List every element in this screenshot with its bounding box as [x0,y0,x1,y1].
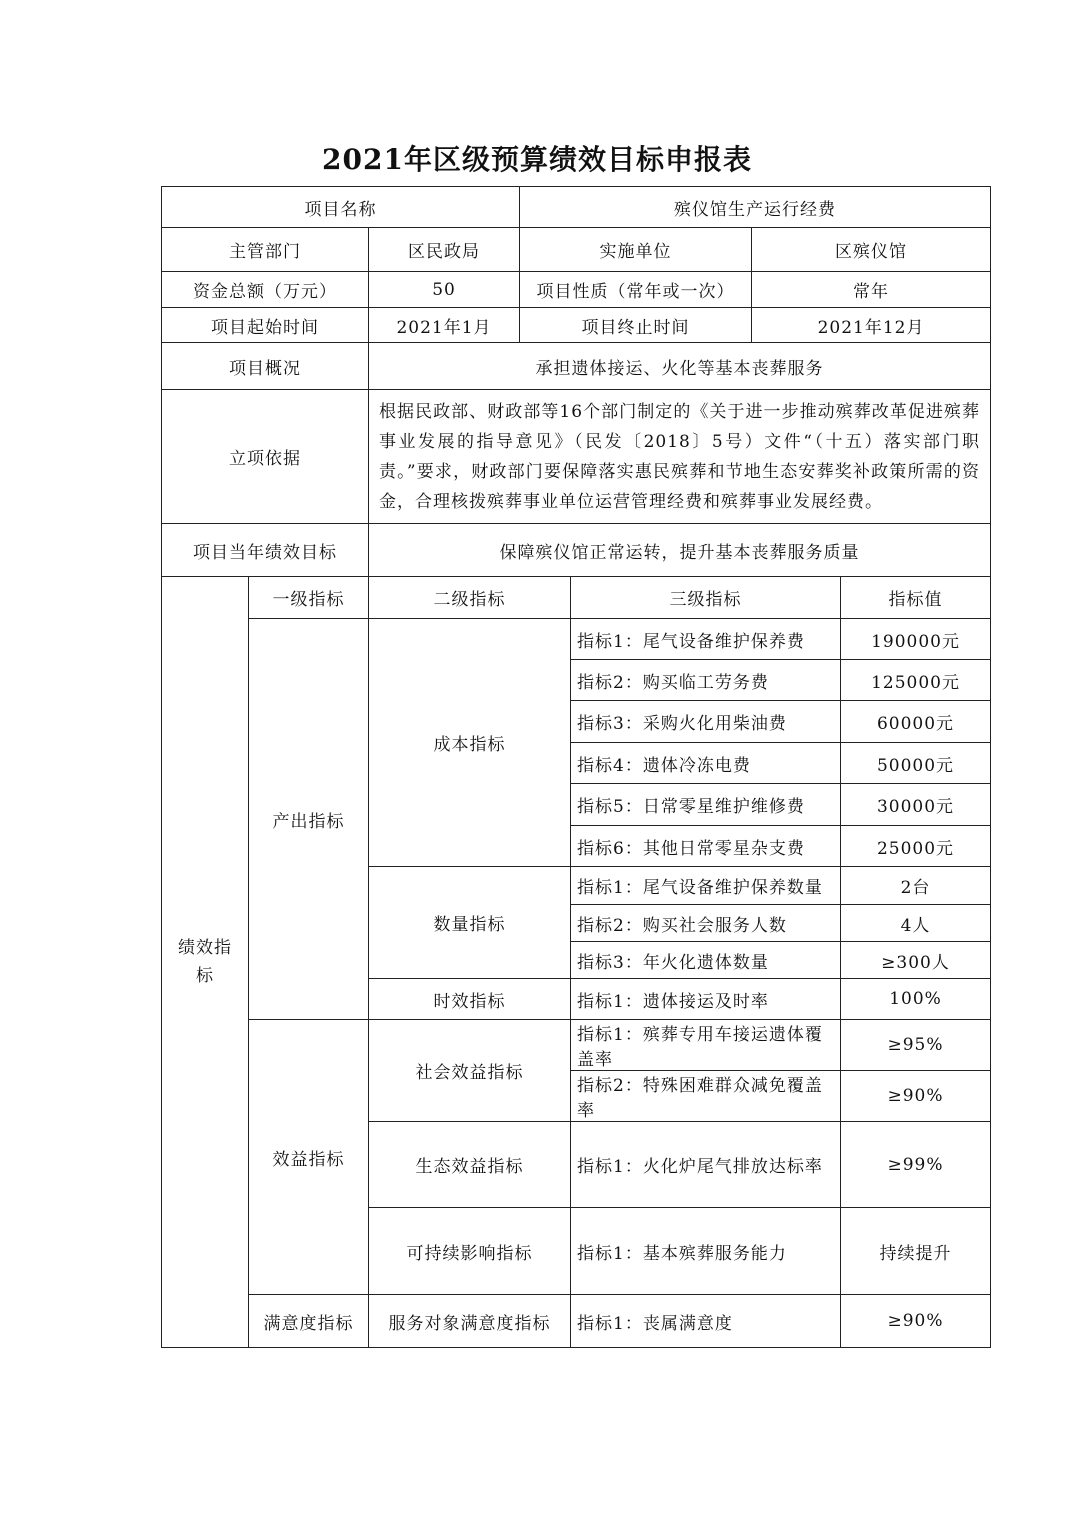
time-value-1: 100% [841,979,991,1020]
start-label: 项目起始时间 [162,308,369,343]
cost-value-3: 60000元 [841,701,991,743]
social-item-2: 指标2：特殊困难群众减免覆盖率 [571,1071,841,1122]
cost-item-2: 指标2：购买临工劳务费 [571,660,841,701]
goal-label: 项目当年绩效目标 [162,524,369,577]
sustain-item-1: 指标1：基本殡葬服务能力 [571,1208,841,1295]
page-title: 2021年区级预算绩效目标申报表 [322,143,752,176]
satisfaction-value-1: ≥90% [841,1295,991,1348]
dept-value: 区民政局 [369,228,520,272]
start-value: 2021年1月 [369,308,520,343]
overview-label: 项目概况 [162,343,369,390]
sustain-label: 可持续影响指标 [369,1208,571,1295]
nature-label: 项目性质（常年或一次） [520,272,752,308]
project-name-value: 殡仪馆生产运行经费 [520,187,991,228]
cost-value-6: 25000元 [841,826,991,867]
cost-value-1: 190000元 [841,619,991,660]
cost-item-5: 指标5：日常零星维护维修费 [571,784,841,826]
quantity-value-2: 4人 [841,905,991,942]
impl-value: 区殡仪馆 [752,228,991,272]
eco-value-1: ≥99% [841,1122,991,1208]
end-value: 2021年12月 [752,308,991,343]
nature-value: 常年 [752,272,991,308]
benefit-label: 效益指标 [249,1020,369,1295]
quantity-value-3: ≥300人 [841,942,991,979]
quantity-item-1: 指标1：尾气设备维护保养数量 [571,867,841,905]
social-item-1: 指标1：殡葬专用车接运遗体覆盖率 [571,1020,841,1071]
satisfaction-label: 满意度指标 [249,1295,369,1348]
header-level1: 一级指标 [249,577,369,619]
end-label: 项目终止时间 [520,308,752,343]
eco-label: 生态效益指标 [369,1122,571,1208]
quantity-value-1: 2台 [841,867,991,905]
time-item-1: 指标1：遗体接运及时率 [571,979,841,1020]
cost-value-5: 30000元 [841,784,991,826]
goal-value: 保障殡仪馆正常运转，提升基本丧葬服务质量 [369,524,991,577]
service-satisfaction-label: 服务对象满意度指标 [369,1295,571,1348]
header-level2: 二级指标 [369,577,571,619]
cost-item-6: 指标6：其他日常零星杂支费 [571,826,841,867]
sustain-value-1: 持续提升 [841,1208,991,1295]
basis-label: 立项依据 [162,390,369,524]
header-level3: 三级指标 [571,577,841,619]
quantity-label: 数量指标 [369,867,571,979]
social-value-1: ≥95% [841,1020,991,1071]
basis-value: 根据民政部、财政部等16个部门制定的《关于进一步推动殡葬改革促进殡葬事业发展的指导意见》（民发〔2018〕5号）文件“（十五）落实部门职责。”要求，财政部门要保障落实惠民殡葬和节地生态安葬奖补政策所需的资金，合理核拨殡葬事业单位运营管理经费和殡葬事业发展经费。 [369,390,991,524]
cost-item-1: 指标1：尾气设备维护保养费 [571,619,841,660]
indicators-section-label: 绩效指标 [162,577,249,1348]
satisfaction-item-1: 指标1：丧属满意度 [571,1295,841,1348]
cost-value-4: 50000元 [841,743,991,784]
cost-item-4: 指标4：遗体冷冻电费 [571,743,841,784]
header-value: 指标值 [841,577,991,619]
overview-value: 承担遗体接运、火化等基本丧葬服务 [369,343,991,390]
impl-label: 实施单位 [520,228,752,272]
fund-value: 50 [369,272,520,308]
time-label: 时效指标 [369,979,571,1020]
budget-form-table [161,186,991,1348]
fund-label: 资金总额（万元） [162,272,369,308]
quantity-item-3: 指标3：年火化遗体数量 [571,942,841,979]
eco-item-1: 指标1：火化炉尾气排放达标率 [571,1122,841,1208]
social-label: 社会效益指标 [369,1020,571,1122]
cost-value-2: 125000元 [841,660,991,701]
output-label: 产出指标 [249,619,369,1020]
dept-label: 主管部门 [162,228,369,272]
cost-label: 成本指标 [369,619,571,867]
quantity-item-2: 指标2：购买社会服务人数 [571,905,841,942]
cost-item-3: 指标3：采购火化用柴油费 [571,701,841,743]
project-name-label: 项目名称 [162,187,520,228]
social-value-2: ≥90% [841,1071,991,1122]
